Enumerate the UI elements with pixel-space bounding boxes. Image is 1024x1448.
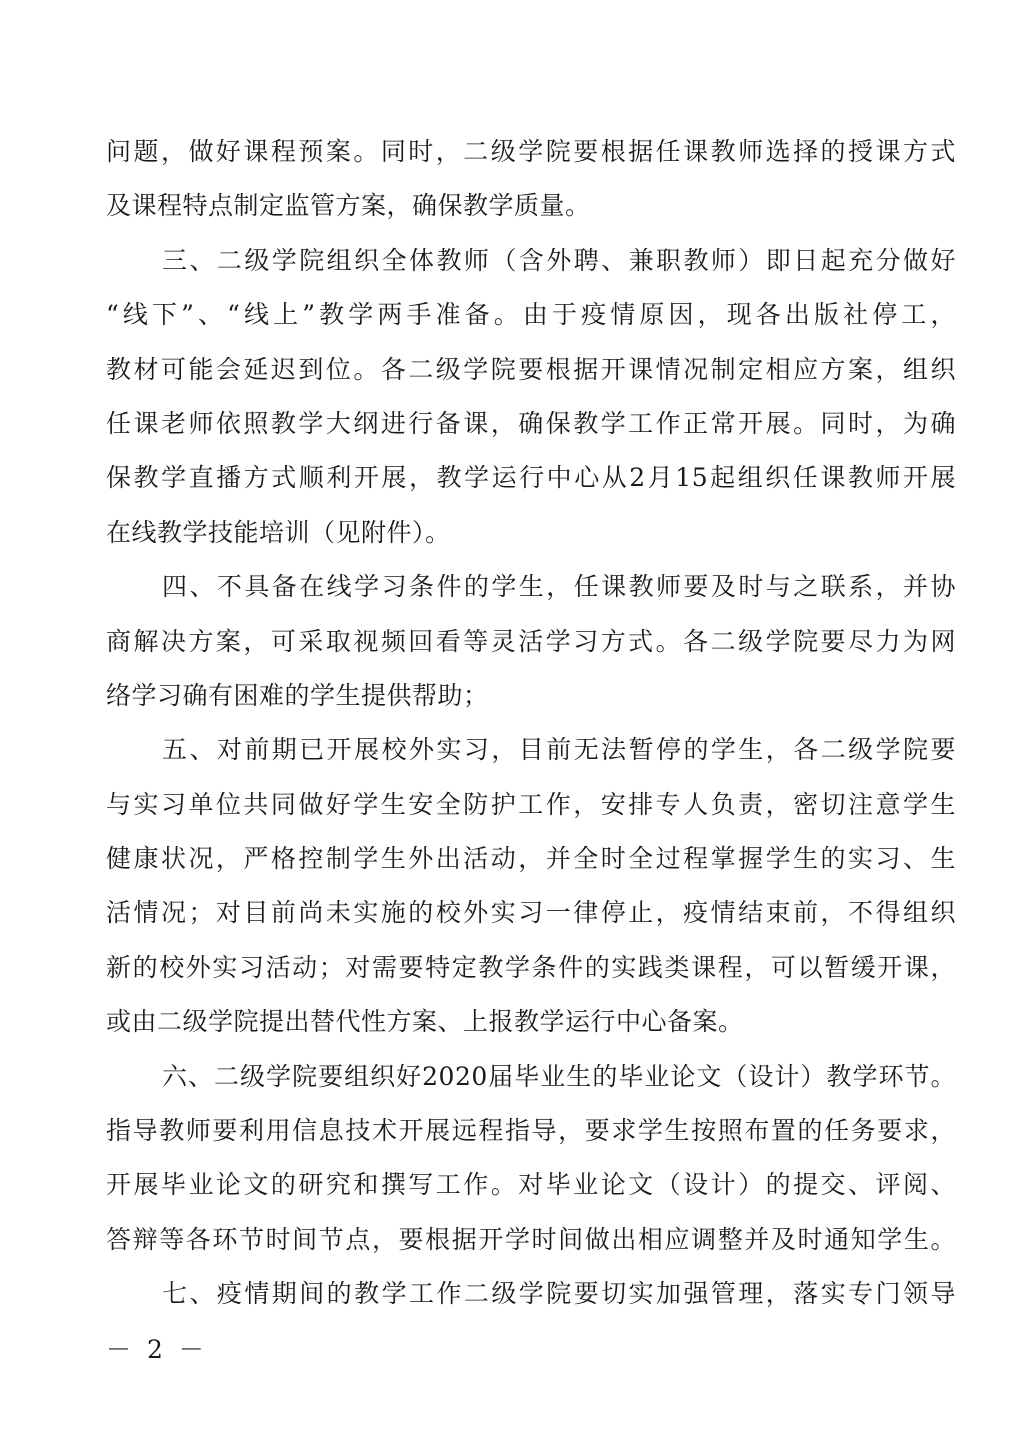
text-line: 络学习确有困难的学生提供帮助； (106, 680, 489, 710)
text-line: 新的校外实习活动；对需要特定教学条件的实践类课程，可以暂缓开课， (106, 952, 956, 982)
text-line: 六、二级学院要组织好2020届毕业生的毕业论文（设计）教学环节。 (162, 1061, 956, 1091)
text-line: 四、不具备在线学习条件的学生，任课教师要及时与之联系，并协 (162, 572, 956, 602)
text-line: 健康状况，严格控制学生外出活动，并全时全过程掌握学生的实习、生 (106, 844, 956, 874)
text-line: “线下”、“线上”教学两手准备。由于疫情原因，现各出版社停工， (106, 300, 956, 330)
text-line: 开展毕业论文的研究和撰写工作。对毕业论文（设计）的提交、评阅、 (106, 1170, 956, 1200)
body-text (106, 125, 956, 1322)
text-line: 或由二级学院提出替代性方案、上报教学运行中心备案。 (106, 1007, 744, 1037)
text-line: 三、二级学院组织全体教师（含外聘、兼职教师）即日起充分做好 (162, 245, 956, 275)
text-line: 问题，做好课程预案。同时，二级学院要根据任课教师选择的授课方式 (106, 137, 956, 166)
text-line: 七、疫情期间的教学工作二级学院要切实加强管理，落实专门领导 (162, 1279, 956, 1309)
text-line: 在线教学技能培训（见附件）。 (106, 517, 451, 547)
text-line: 任课老师依照教学大纲进行备课，确保教学工作正常开展。同时，为确 (106, 408, 956, 438)
text-line: 答辩等各环节时间节点，要根据开学时间做出相应调整并及时通知学生。 (106, 1224, 956, 1254)
text-line: 指导教师要利用信息技术开展远程指导，要求学生按照布置的任务要求， (106, 1116, 956, 1146)
text-line: 商解决方案，可采取视频回看等灵活学习方式。各二级学院要尽力为网 (106, 626, 956, 656)
text-line: 教材可能会延迟到位。各二级学院要根据开课情况制定相应方案，组织 (106, 354, 956, 384)
text-line: 活情况；对目前尚未实施的校外实习一律停止，疫情结束前，不得组织 (106, 898, 956, 928)
text-line: 与实习单位共同做好学生安全防护工作，安排专人负责，密切注意学生 (106, 789, 956, 819)
text-line: 保教学直播方式顺利开展，教学运行中心从2月15起组织任课教师开展 (106, 463, 956, 493)
text-line: 五、对前期已开展校外实习，目前无法暂停的学生，各二级学院要 (162, 735, 956, 765)
text-line: 及课程特点制定监管方案，确保教学质量。 (106, 191, 591, 221)
page-number: － 2 － (106, 1335, 208, 1364)
